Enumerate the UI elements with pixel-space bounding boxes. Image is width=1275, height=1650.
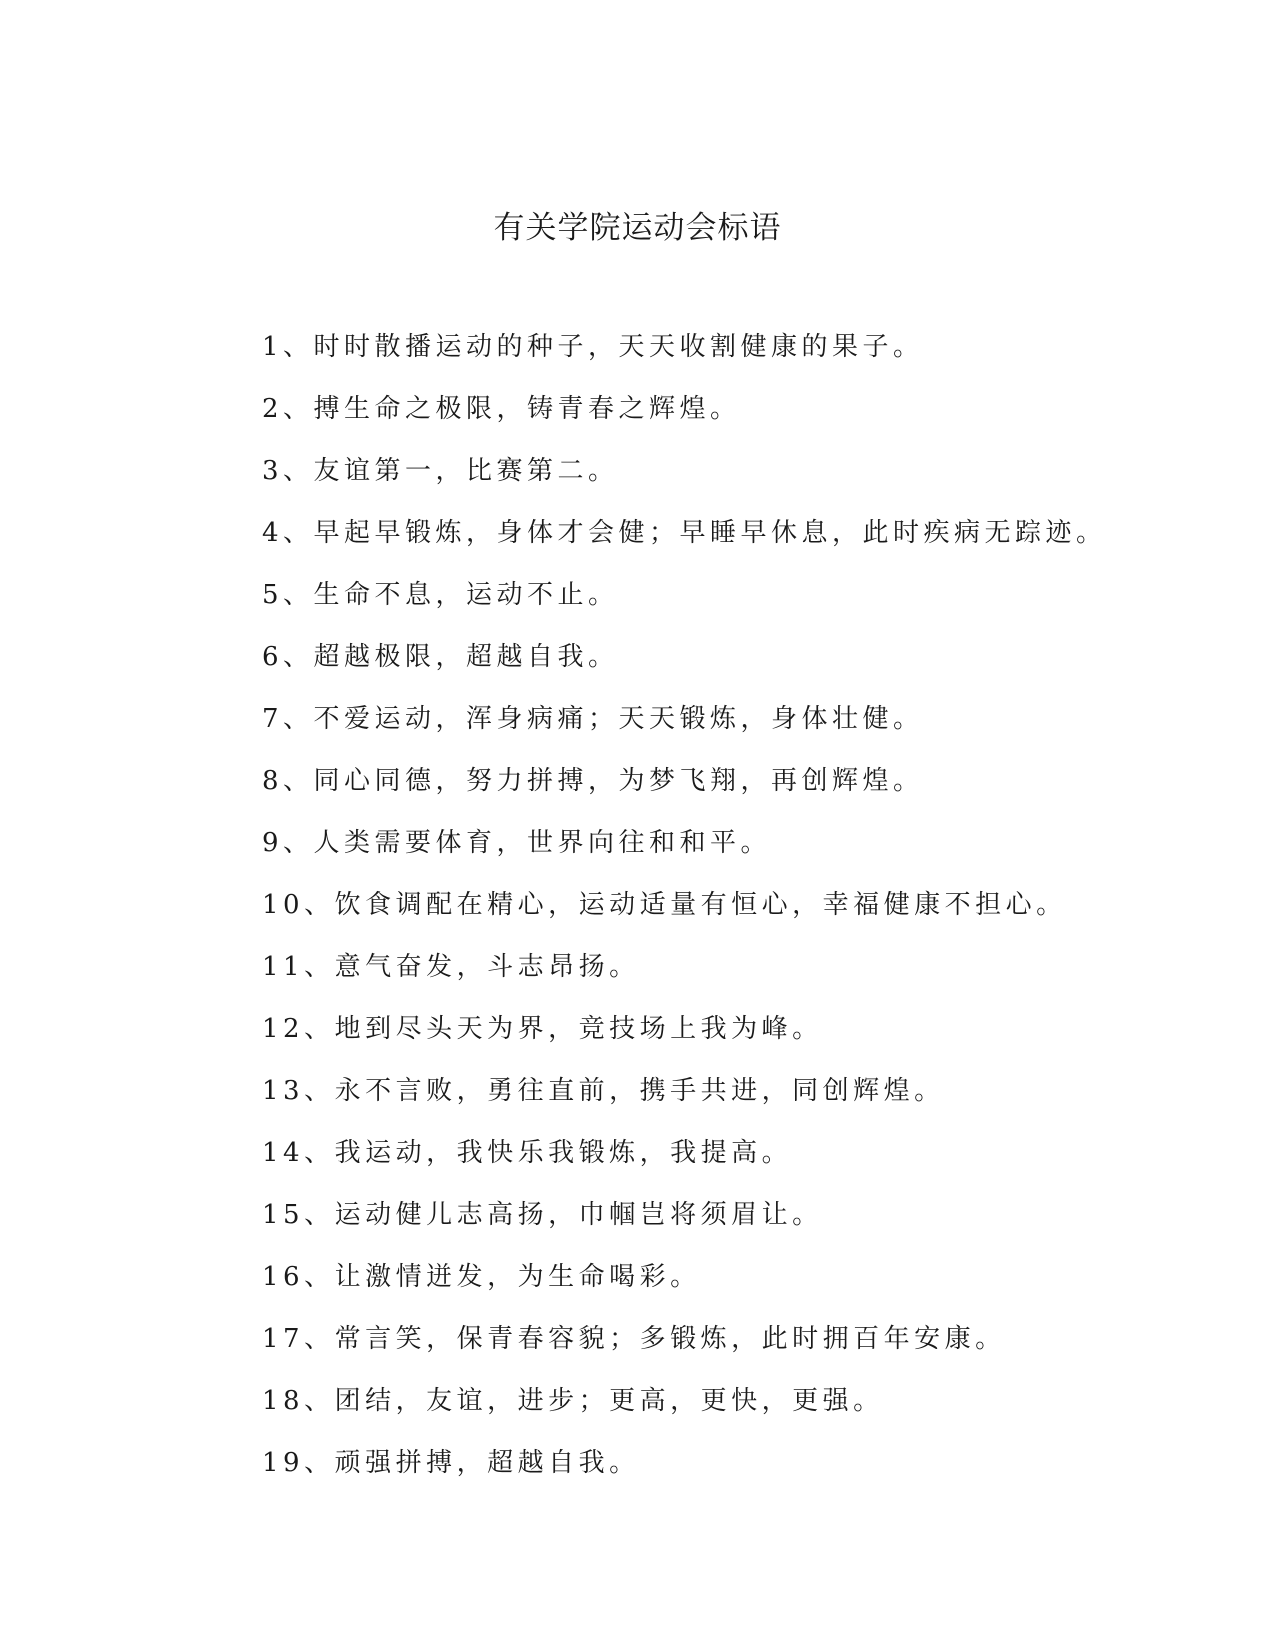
slogan-item: 11、意气奋发，斗志昂扬。 — [262, 952, 640, 982]
slogan-item: 13、永不言败，勇往直前，携手共进，同创辉煌。 — [262, 1076, 945, 1106]
slogan-item: 6、超越极限，超越自我。 — [262, 642, 619, 672]
slogan-item: 10、饮食调配在精心，运动适量有恒心，幸福健康不担心。 — [262, 890, 1067, 920]
document-title: 有关学院运动会标语 — [493, 210, 782, 246]
slogan-item: 15、运动健儿志高扬，巾帼岂将须眉让。 — [262, 1200, 823, 1230]
slogan-item: 1、时时散播运动的种子，天天收割健康的果子。 — [262, 332, 924, 362]
slogan-item: 14、我运动，我快乐我锻炼，我提高。 — [262, 1138, 793, 1168]
slogan-item: 12、地到尽头天为界，竞技场上我为峰。 — [262, 1014, 823, 1044]
slogan-item: 8、同心同德，努力拼搏，为梦飞翔，再创辉煌。 — [262, 766, 924, 796]
slogan-item: 5、生命不息，运动不止。 — [262, 580, 619, 610]
slogan-item: 18、团结，友谊，进步；更高，更快，更强。 — [262, 1386, 884, 1416]
slogan-item: 3、友谊第一，比赛第二。 — [262, 456, 619, 486]
slogan-item: 9、人类需要体育，世界向往和和平。 — [262, 828, 772, 858]
slogan-list — [262, 327, 1222, 1505]
slogan-item: 7、不爱运动，浑身病痛；天天锻炼，身体壮健。 — [262, 704, 924, 734]
slogan-item: 19、顽强拼搏，超越自我。 — [262, 1448, 640, 1478]
slogan-item: 17、常言笑，保青春容貌；多锻炼，此时拥百年安康。 — [262, 1324, 1006, 1354]
slogan-item: 4、早起早锻炼，身体才会健；早睡早休息，此时疾病无踪迹。 — [262, 518, 1107, 548]
slogan-item: 2、搏生命之极限，铸青春之辉煌。 — [262, 394, 741, 424]
slogan-item: 16、让激情迸发，为生命喝彩。 — [262, 1262, 701, 1292]
